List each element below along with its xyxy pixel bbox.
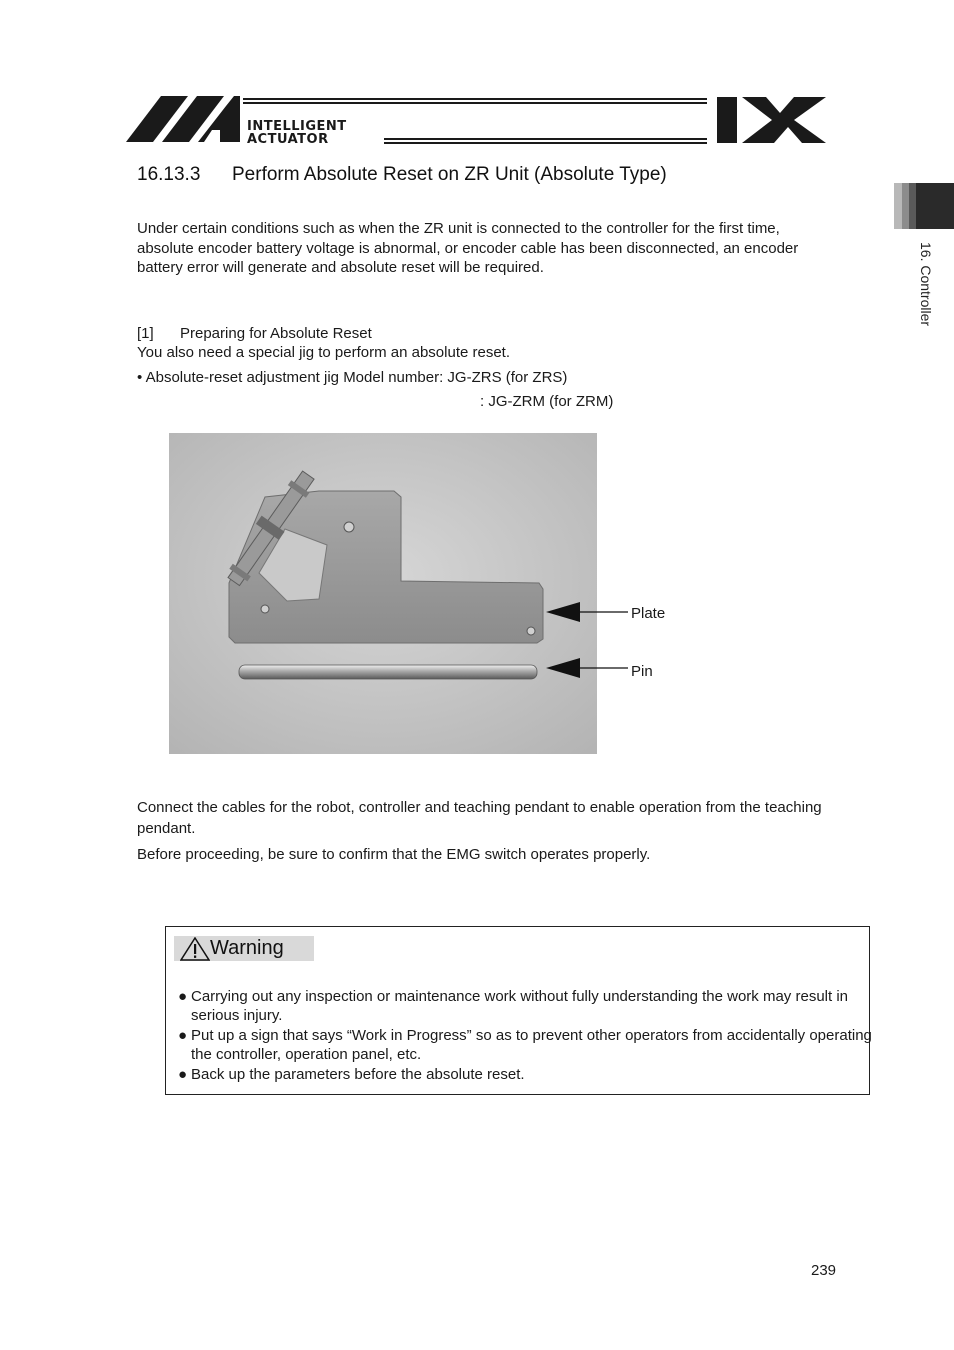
emg-check-paragraph: Before proceeding, be sure to confirm that the EMG switch operates properly. bbox=[137, 846, 651, 863]
brand-name-line1: INTELLIGENT bbox=[247, 119, 347, 134]
pin-label: Pin bbox=[631, 663, 653, 680]
bullet-icon: ● bbox=[178, 1027, 188, 1044]
chapter-tab-label: 16. Controller bbox=[918, 242, 934, 327]
warning-item: ● Carrying out any inspection or maintenance work without fully understanding the work may result in serious injury. bbox=[178, 988, 848, 1024]
chapter-tab-marker bbox=[894, 183, 954, 229]
plate-label: Plate bbox=[631, 605, 666, 622]
connect-cables-paragraph: Connect the cables for the robot, controller and teaching pendant to enable operation from the teaching pendant. bbox=[137, 799, 822, 837]
bullet-icon: ● bbox=[178, 988, 188, 1005]
figure-callout-arrows bbox=[540, 598, 630, 678]
intelligent-actuator-logo bbox=[126, 94, 828, 146]
brand-name-line2: ACTUATOR bbox=[247, 132, 329, 147]
section-title bbox=[137, 164, 667, 186]
warning-header bbox=[174, 936, 314, 961]
jig-note: You also need a special jig to perform an absolute reset. bbox=[137, 344, 511, 361]
intro-paragraph: Under certain conditions such as when the ZR unit is connected to the controller for the first time, absolute encoder battery voltage is abnormal, or encoder cable has been disconnected, an encoder battery error will generate and absolute reset will be required. bbox=[137, 220, 799, 276]
jig-model-zrm: : JG-ZRM (for ZRM) bbox=[480, 393, 614, 410]
step-heading bbox=[137, 325, 372, 342]
bullet-icon: ● bbox=[178, 1066, 188, 1083]
section-number: 16.13.3 bbox=[137, 164, 201, 185]
warning-title: Warning bbox=[210, 937, 284, 959]
section-title-text: Perform Absolute Reset on ZR Unit (Absolute Type) bbox=[232, 164, 667, 185]
jig-photo bbox=[169, 433, 597, 754]
warning-item: ● Back up the parameters before the absolute reset. bbox=[178, 1066, 525, 1083]
step-number: [1] bbox=[137, 325, 154, 342]
warning-box bbox=[165, 926, 870, 1095]
page-number: 239 bbox=[811, 1262, 837, 1279]
warning-item: ● Put up a sign that says “Work in Progress” so as to prevent other operators from accidentally operating the controller, operation panel, etc. bbox=[178, 1027, 872, 1063]
warning-triangle-icon bbox=[180, 937, 210, 961]
jig-model-zrs: • Absolute-reset adjustment jig Model number: JG-ZRS (for ZRS) bbox=[137, 369, 568, 386]
step-title: Preparing for Absolute Reset bbox=[180, 325, 372, 342]
